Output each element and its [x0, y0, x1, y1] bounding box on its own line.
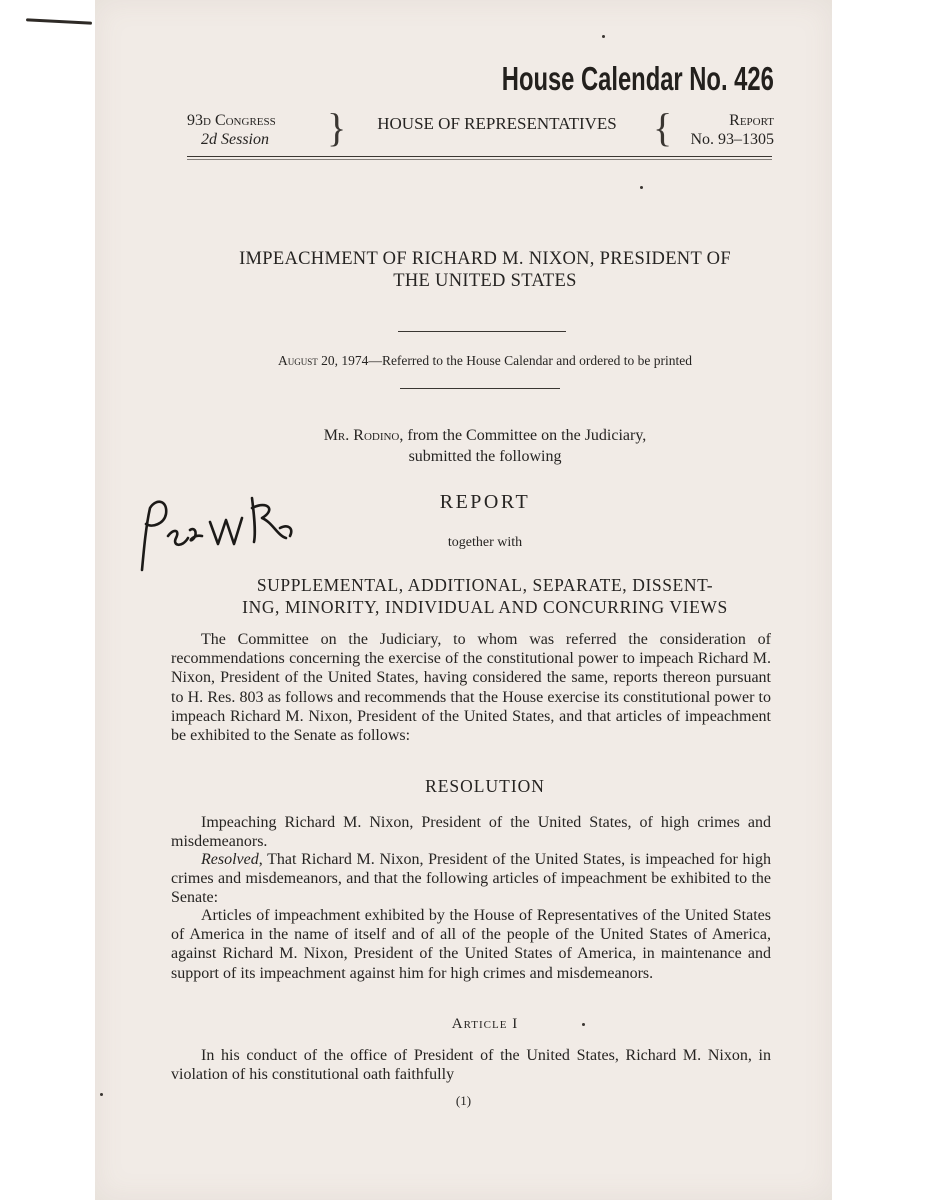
- views-line-1: SUPPLEMENTAL, ADDITIONAL, SEPARATE, DISSENT-: [256, 575, 714, 595]
- intro-text: The Committee on the Judiciary, to whom was referred the consideration of recommendations concerning the exercise of the constitutional power to impeach Richard M. Nixon, President of the United States, having considered the same, reports thereon pursuant to H. Res. 803 as follows and recommends that the House exercise its constitutional power to impeach Richard M. Nixon, President of the United States, and that articles of impeachment be exhibited to the Senate as follows:: [171, 631, 771, 745]
- articles-paragraph: [171, 906, 771, 983]
- submitter-name: Mr. Rodino: [323, 427, 400, 444]
- report-label: Report: [729, 112, 774, 129]
- chamber-name: HOUSE OF REPRESENTATIVES: [377, 114, 617, 133]
- referral-text: —Referred to the House Calendar and ordered to be printed: [368, 353, 692, 368]
- resolution-heading: RESOLUTION: [425, 776, 545, 796]
- report-number-block: [690, 111, 774, 149]
- impeaching-text: Impeaching Richard M. Nixon, President of the United States, of high crimes and misdemeanors.: [171, 814, 771, 851]
- resolved-word: Resolved: [201, 851, 259, 868]
- report-heading: REPORT: [439, 491, 531, 513]
- ink-speck: [100, 1093, 103, 1096]
- impeaching-paragraph: [171, 813, 771, 851]
- report-number: No. 93–1305: [690, 131, 774, 148]
- ink-speck: [582, 1023, 585, 1026]
- ink-speck: [640, 186, 643, 189]
- congress-line: 93d Congress: [187, 112, 276, 129]
- header-rule-thin: [187, 159, 772, 160]
- title-line-2: THE UNITED STATES: [393, 271, 577, 291]
- articles-text: Articles of impeachment exhibited by the House of Representatives of the United States of America in the name of itself and of all of the people of the United States of America, against Richard M. Nixon, President of the United States of America, in maintenance and support of its impeachment against him for high crimes and misdemeanors.: [171, 907, 771, 982]
- referral-date: August 20, 1974: [278, 353, 369, 368]
- document-title: [155, 248, 815, 292]
- submitted-line: submitted the following: [408, 448, 562, 465]
- header-rule: [187, 156, 772, 157]
- divider-rule: [398, 331, 566, 332]
- article-text: In his conduct of the office of President of the United States, Richard M. Nixon, in violation of his constitutional oath faithfully: [171, 1047, 771, 1084]
- divider-rule: [400, 388, 560, 389]
- page-number: (1): [455, 1093, 472, 1108]
- referral-line: [155, 353, 815, 369]
- together-with: together with: [447, 535, 523, 550]
- congress-session: [187, 111, 276, 149]
- signature: [128, 478, 298, 578]
- resolved-paragraph: [171, 850, 771, 908]
- staple-mark: [26, 18, 92, 24]
- submitter-block: [155, 425, 815, 467]
- right-brace: {: [653, 105, 673, 150]
- article-paragraph: [171, 1046, 771, 1084]
- resolved-text: , That Richard M. Nixon, President of the United States, is impeached for high crimes and misdemeanors, and that the following articles of impeachment be exhibited to the Senate:: [171, 851, 771, 907]
- intro-paragraph: [171, 630, 771, 745]
- submitter-rest: , from the Committee on the Judiciary,: [399, 427, 647, 444]
- views-heading: [165, 574, 805, 618]
- views-line-2: ING, MINORITY, INDIVIDUAL AND CONCURRING VIEWS: [242, 597, 728, 617]
- house-calendar-title: House Calendar No. 426: [501, 60, 774, 97]
- left-brace: }: [327, 105, 347, 150]
- session-line: 2d Session: [201, 131, 269, 148]
- ink-speck: [602, 35, 605, 38]
- article-heading: Article I: [451, 1016, 519, 1032]
- title-line-1: IMPEACHMENT OF RICHARD M. NIXON, PRESIDENT OF: [239, 249, 731, 269]
- document-page: [95, 0, 832, 1200]
